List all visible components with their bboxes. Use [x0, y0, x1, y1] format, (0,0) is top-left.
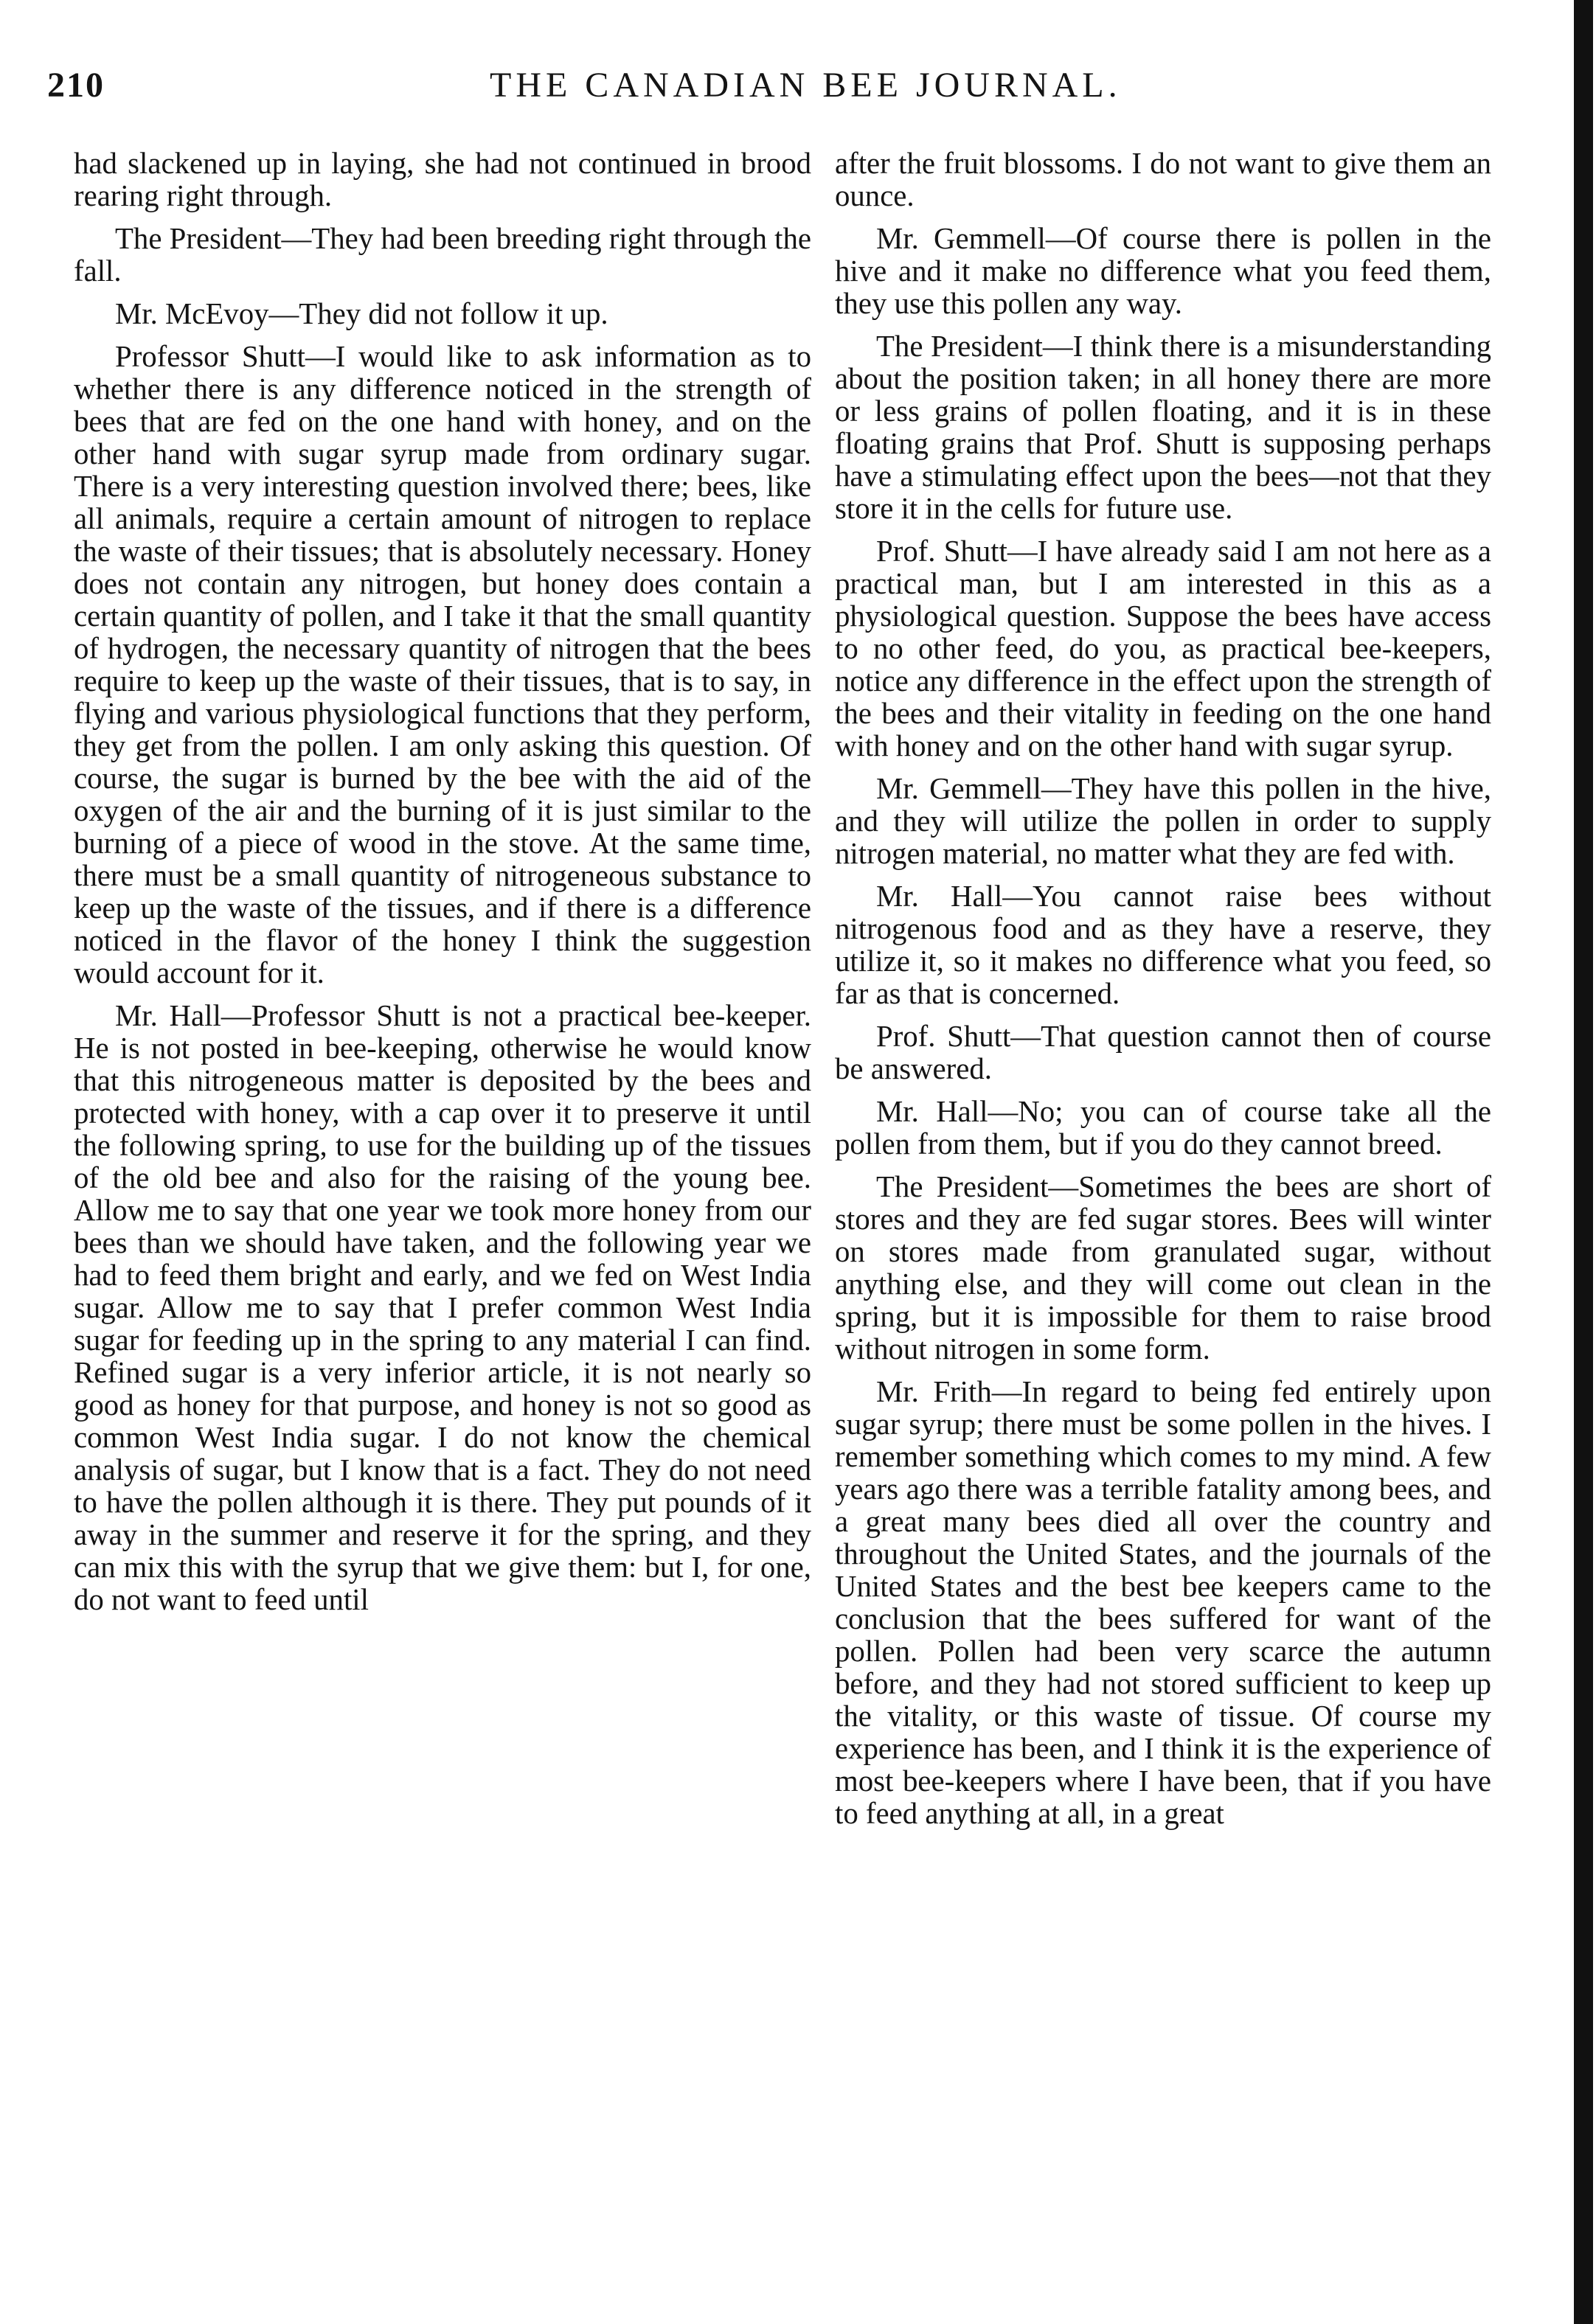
paragraph: The President—Sometimes the bees are short of stores and they are fed sugar stores. Bees will winter on stores made from granulated sugar, without anything else, and they will come out clean in the spring, but it is impossible for them to raise brood without nitrogen in some form. — [835, 1170, 1491, 1365]
page-edge-rule — [1574, 0, 1593, 2324]
paragraph: after the fruit blossoms. I do not want to give them an ounce. — [835, 147, 1491, 212]
paragraph: Prof. Shutt—I have already said I am not here as a practical man, but I am interested in this as a physiological question. Suppose the bees have access to no other feed, do you, as practical bee-keepers, notice any difference in the effect upon the strength of the bees and their vitality in feeding on the one hand with honey and on the other hand with sugar syrup. — [835, 535, 1491, 762]
paragraph: had slackened up in laying, she had not continued in brood rearing right through. — [74, 147, 811, 212]
paragraph: Mr. Hall—You cannot raise bees without nitrogenous food and as they have a reserve, they utilize it, so it makes no difference what you feed, so far as that is concerned. — [835, 880, 1491, 1010]
paragraph: The President—They had been breeding right through the fall. — [74, 222, 811, 288]
left-column — [74, 147, 811, 1627]
paragraph: Prof. Shutt—That question cannot then of course be answered. — [835, 1020, 1491, 1085]
page-number: 210 — [47, 66, 105, 105]
right-column — [835, 147, 1491, 1840]
paragraph: Mr. Frith—In regard to being fed entirely upon sugar syrup; there must be some pollen in the hives. I remember something which comes to my mind. A few years ago there was a terrible fatality among bees, and a great many bees died all over the country and throughout the United States, and the journals of the United States and the best bee keepers came to the conclusion that the bees suffered for want of the pollen. Pollen had been very scarce the autumn before, and they had not stored sufficient to keep up the vitality, or this waste of tissue. Of course my experience has been, and I think it is the experience of most bee-keepers where I have been, that if you have to feed anything at all, in a great — [835, 1375, 1491, 1830]
paragraph: Professor Shutt—I would like to ask information as to whether there is any difference noticed in the strength of bees that are fed on the one hand with honey, and on the other hand with sugar syrup made from ordinary sugar. There is a very interesting question involved there; bees, like all animals, require a certain amount of nitrogen to replace the waste of their tissues; that is absolutely necessary. Honey does not contain any nitrogen, but honey does contain a certain quantity of pollen, and I take it that the small quantity of hydrogen, the necessary quantity of nitrogen that the bees require to keep up the waste of their tissues, that is to say, in flying and various physiological functions that they perform, they get from the pollen. I am only asking this question. Of course, the sugar is burned by the bee with the aid of the oxygen of the air and the burning of it is just similar to the burning of a piece of wood in the stove. At the same time, there must be a small quantity of nitrogeneous substance to keep up the waste of the tissues, and if there is a difference noticed in the flavor of the honey I think the suggestion would account for it. — [74, 340, 811, 989]
paragraph: The President—I think there is a misunderstanding about the position taken; in all honey there are more or less grains of pollen floating, and it is in these floating grains that Prof. Shutt is supposing perhaps have a stimulating effect upon the bees—not that they store it in the cells for future use. — [835, 330, 1491, 525]
paragraph: Mr. Hall—Professor Shutt is not a practical bee-keeper. He is not posted in bee-keeping, otherwise he would know that this nitrogeneous matter is deposited by the bees and protected with honey, with a cap over it to preserve it until the following spring, to use for the building up of the tissues of the old bee and also for the raising of the young bee. Allow me to say that one year we took more honey from our bees than we should have taken, and the following year we had to feed them bright and early, and we fed on West India sugar. Allow me to say that I prefer common West India sugar for feeding up in the spring to any material I can find. Refined sugar is a very inferior article, it is not nearly so good as honey for that purpose, and honey is not so good as common West India sugar. I do not know the chemical analysis of sugar, but I know that is a fact. They do not need to have the pollen although it is there. They put pounds of it away in the summer and reserve it for the spring, and they can mix this with the syrup that we give them: but I, for one, do not want to feed until — [74, 999, 811, 1616]
journal-title: THE CANADIAN BEE JOURNAL. — [490, 66, 1122, 105]
paragraph: Mr. McEvoy—They did not follow it up. — [115, 297, 608, 330]
paragraph: Mr. Gemmell—Of course there is pollen in the hive and it make no difference what you feed them, they use this pollen any way. — [835, 222, 1491, 320]
paragraph: Mr. Gemmell—They have this pollen in the hive, and they will utilize the pollen in order to supply nitrogen material, no matter what they are fed with. — [835, 772, 1491, 870]
paragraph: Mr. Hall—No; you can of course take all the pollen from them, but if you do they cannot breed. — [835, 1095, 1491, 1161]
page-header — [47, 65, 1537, 116]
